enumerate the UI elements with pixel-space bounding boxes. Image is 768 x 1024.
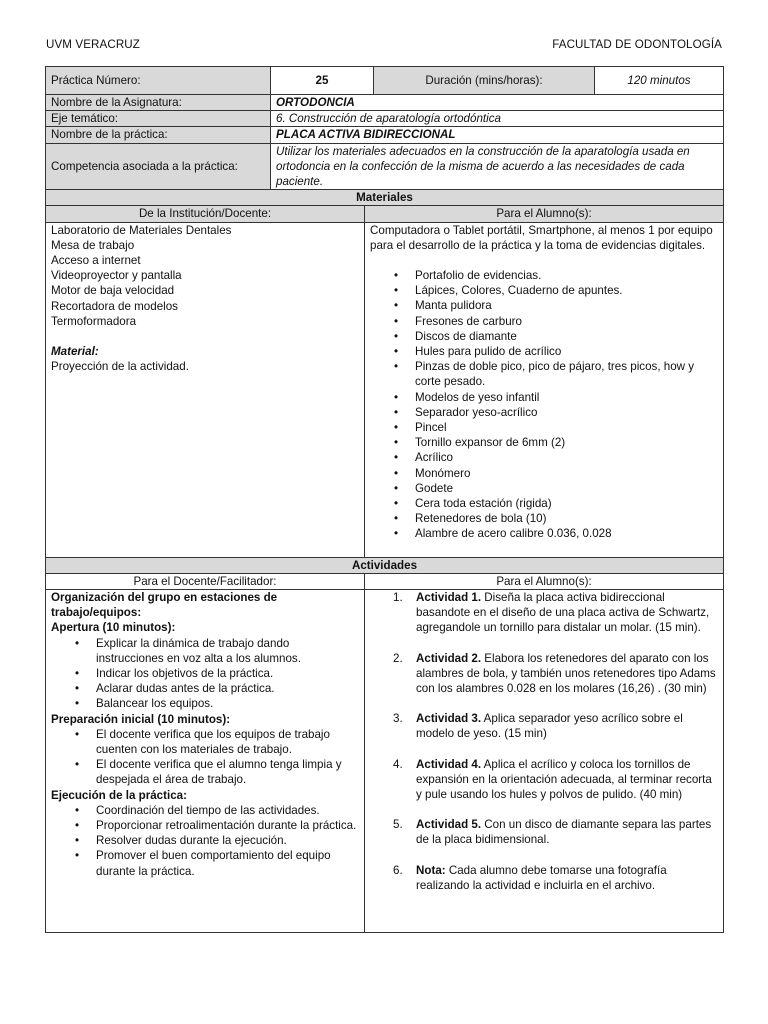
- alumno-intro: Computadora o Tablet portátil, Smartphone, al menos 1 por equipo para el desarrollo de la práctica y la toma de evidencias digitales.: [370, 223, 713, 252]
- apertura-item: • Balancear los equipos.: [51, 696, 359, 711]
- activity-number: 2.: [393, 651, 403, 665]
- alumno-material-item: • Fresones de carburo: [370, 314, 718, 329]
- materiales-title: Materiales: [46, 190, 724, 206]
- alumno-material-item: • Cera toda estación (rigida): [370, 496, 718, 511]
- duracion-label: Duración (mins/horas):: [374, 67, 595, 95]
- alumno-material-item: • Godete: [370, 481, 718, 496]
- material-value: Proyección de la actividad.: [51, 360, 189, 374]
- practica-numero-label: Práctica Número:: [46, 67, 271, 95]
- ejecucion-item: • Coordinación del tiempo de las actividades.: [51, 803, 359, 818]
- activity-text: Aplica el acrílico y coloca los tornillos de expansión en la orientación adecuada, al terminar recorta y pule usando los hules y polvos de pulido. (40 min): [416, 757, 712, 802]
- activity-number: 6.: [393, 863, 403, 877]
- materiales-alumno-cell: [365, 222, 724, 557]
- actividades-docente-cell: [46, 590, 365, 933]
- apertura-item: • Aclarar dudas antes de la práctica.: [51, 681, 359, 696]
- apertura-item: • Explicar la dinámica de trabajo dando instrucciones en voz alta a los alumnos.: [51, 636, 359, 666]
- header-institution: UVM VERACRUZ: [46, 38, 140, 51]
- activity-step: [370, 817, 718, 847]
- alumno-material-item: • Acrílico: [370, 450, 718, 465]
- competencia-value: Utilizar los materiales adecuados en la construcción de la aparatología usada en ortodoncia en la confección de la misma de acuerdo a las necesidades de cada paciente.: [271, 143, 724, 190]
- activity-label: Actividad 2.: [416, 651, 482, 665]
- activity-step: [370, 590, 718, 636]
- activity-step: [370, 863, 718, 893]
- institucion-item: Recortadora de modelos: [51, 299, 178, 313]
- activity-text: Diseña la placa activa bidireccional basandote en el diseño de una placa activa de Schwartz, agregandole un tornillo para distalar un molar. (15 min).: [416, 591, 710, 635]
- activity-number: 5.: [393, 818, 403, 832]
- alumno-material-item: • Monómero: [370, 466, 718, 481]
- eje-tematico-label: Eje temático:: [46, 111, 271, 127]
- preparacion-item: • El docente verifica que los equipos de trabajo cuenten con los materiales de trabajo.: [51, 727, 359, 757]
- ejecucion-item: • Promover el buen comportamiento del equipo durante la práctica.: [51, 848, 359, 878]
- activity-text: Con un disco de diamante separa las partes de la placa bidimensional.: [416, 818, 712, 847]
- activity-step: [370, 711, 718, 741]
- alumno-material-item: • Separador yeso-acrílico: [370, 405, 718, 420]
- alumno-material-item: • Pincel: [370, 420, 718, 435]
- institucion-item: Termoformadora: [51, 314, 137, 328]
- actividades-alumno-cell: [365, 590, 724, 933]
- actividades-col-docente: Para el Docente/Facilitador:: [46, 573, 365, 589]
- alumno-material-item: • Pinzas de doble pico, pico de pájaro, tres picos, how y corte pesado.: [370, 359, 718, 389]
- activity-label: Actividad 3.: [416, 712, 482, 726]
- duracion-value: 120 minutos: [595, 67, 724, 95]
- preparacion-title: Preparación inicial (10 minutos):: [51, 712, 231, 726]
- activity-label: Actividad 1.: [416, 591, 482, 605]
- alumno-material-item: • Portafolio de evidencias.: [370, 268, 718, 283]
- institucion-item: Motor de baja velocidad: [51, 284, 175, 298]
- activity-label: Nota:: [416, 863, 446, 877]
- institucion-list: [51, 223, 359, 329]
- alumno-material-item: • Alambre de acero calibre 0.036, 0.028: [370, 526, 718, 541]
- activity-label: Actividad 5.: [416, 818, 482, 832]
- alumno-material-item: • Hules para pulido de acrílico: [370, 344, 718, 359]
- alumno-material-item: • Lápices, Colores, Cuaderno de apuntes.: [370, 283, 718, 298]
- nombre-practica-value: PLACA ACTIVA BIDIRECCIONAL: [271, 127, 724, 143]
- alumno-material-item: • Tornillo expansor de 6mm (2): [370, 435, 718, 450]
- materiales-institucion-cell: [46, 222, 365, 557]
- institucion-item: Mesa de trabajo: [51, 238, 135, 252]
- ejecucion-title: Ejecución de la práctica:: [51, 788, 187, 802]
- alumno-material-item: • Modelos de yeso infantil: [370, 390, 718, 405]
- competencia-label: Competencia asociada a la práctica:: [46, 143, 271, 190]
- alumno-material-item: • Discos de diamante: [370, 329, 718, 344]
- activity-number: 3.: [393, 712, 403, 726]
- practice-table: [45, 66, 724, 933]
- alumno-activities-list: [370, 590, 718, 893]
- ejecucion-item: • Proporcionar retroalimentación durante la práctica.: [51, 818, 359, 833]
- institucion-item: Acceso a internet: [51, 254, 141, 268]
- institucion-item: Videoproyector y pantalla: [51, 269, 182, 283]
- preparacion-item: • El docente verifica que el alumno tenga limpia y despejada el área de trabajo.: [51, 757, 359, 787]
- actividades-title: Actividades: [46, 557, 724, 573]
- activity-number: 1.: [393, 591, 403, 605]
- activity-text: Cada alumno debe tomarse una fotografía realizando la actividad e incluirla en el archivo.: [416, 863, 667, 892]
- activity-text: Aplica separador yeso acrílico sobre el modelo de yeso. (15 min): [416, 712, 683, 741]
- preparacion-list: [51, 727, 359, 788]
- material-label: Material:: [51, 345, 99, 359]
- activity-step: [370, 757, 718, 803]
- alumno-materials-list: [370, 268, 718, 542]
- alumno-material-item: • Manta pulidora: [370, 298, 718, 313]
- asignatura-label: Nombre de la Asignatura:: [46, 95, 271, 111]
- apertura-list: [51, 636, 359, 712]
- apertura-title: Apertura (10 minutos):: [51, 621, 176, 635]
- alumno-material-item: • Retenedores de bola (10): [370, 511, 718, 526]
- activity-text: Elabora los retenedores del aparato con los alambres de bola, y también unos retenedores tipo Adams con los alambres 0.028 en los molares (16,26) . (30 min): [416, 651, 716, 696]
- nombre-practica-label: Nombre de la práctica:: [46, 127, 271, 143]
- eje-tematico-value: 6. Construcción de aparatología ortodóntica: [271, 111, 724, 127]
- materiales-col-institucion: De la Institución/Docente:: [46, 206, 365, 222]
- practica-numero-value: 25: [271, 67, 374, 95]
- ejecucion-item: • Resolver dudas durante la ejecución.: [51, 833, 359, 848]
- asignatura-value: ORTODONCIA: [271, 95, 724, 111]
- materiales-col-alumno: Para el Alumno(s):: [365, 206, 724, 222]
- header-faculty: FACULTAD DE ODONTOLOGÍA: [552, 38, 722, 51]
- activity-label: Actividad 4.: [416, 757, 482, 771]
- institucion-item: Laboratorio de Materiales Dentales: [51, 223, 232, 237]
- actividades-col-alumno: Para el Alumno(s):: [365, 573, 724, 589]
- apertura-item: • Indicar los objetivos de la práctica.: [51, 666, 359, 681]
- activity-number: 4.: [393, 757, 403, 771]
- ejecucion-list: [51, 803, 359, 879]
- activity-step: [370, 651, 718, 697]
- org-title: Organización del grupo en estaciones de trabajo/equipos:: [51, 591, 278, 620]
